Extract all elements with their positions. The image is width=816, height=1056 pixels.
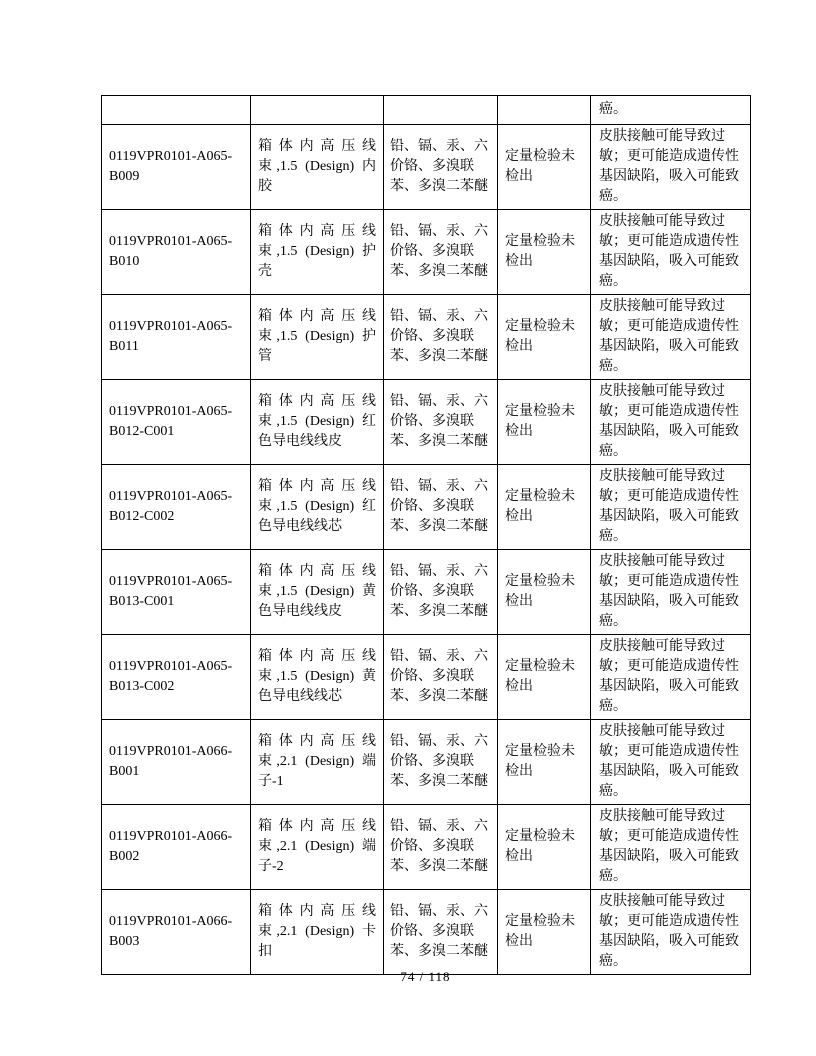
component-cell: 箱体内高压线束,2.1 (Design) 端子-1 bbox=[251, 720, 384, 805]
component-cell bbox=[251, 96, 384, 125]
hazard-cell: 皮肤接触可能导致过敏；更可能造成遗传性基因缺陷，吸入可能致癌。 bbox=[591, 295, 751, 380]
component-cell: 箱体内高压线束,1.5 (Design) 红色导电线线芯 bbox=[251, 465, 384, 550]
substances-cell: 铅、镉、汞、六价铬、多溴联苯、多溴二苯醚 bbox=[384, 380, 498, 465]
component-cell: 箱体内高压线束,1.5 (Design) 黄色导电线线皮 bbox=[251, 550, 384, 635]
hazard-cell: 皮肤接触可能导致过敏；更可能造成遗传性基因缺陷，吸入可能致癌。 bbox=[591, 125, 751, 210]
hazard-cell: 皮肤接触可能导致过敏；更可能造成遗传性基因缺陷，吸入可能致癌。 bbox=[591, 890, 751, 975]
result-cell: 定量检验未检出 bbox=[498, 890, 591, 975]
page-number: 74 / 118 bbox=[400, 969, 451, 984]
component-cell: 箱体内高压线束,2.1 (Design) 卡扣 bbox=[251, 890, 384, 975]
table-sheet bbox=[101, 95, 750, 975]
table-row bbox=[102, 550, 751, 635]
substances-cell: 铅、镉、汞、六价铬、多溴联苯、多溴二苯醚 bbox=[384, 805, 498, 890]
part-number-cell: 0119VPR0101-A066-B002 bbox=[102, 805, 251, 890]
result-cell: 定量检验未检出 bbox=[498, 210, 591, 295]
part-number-cell: 0119VPR0101-A065-B012-C001 bbox=[102, 380, 251, 465]
result-cell bbox=[498, 96, 591, 125]
table-row bbox=[102, 805, 751, 890]
table-row bbox=[102, 125, 751, 210]
part-number-cell: 0119VPR0101-A066-B003 bbox=[102, 890, 251, 975]
hazard-cell: 皮肤接触可能导致过敏；更可能造成遗传性基因缺陷，吸入可能致癌。 bbox=[591, 635, 751, 720]
table-row bbox=[102, 720, 751, 805]
result-cell: 定量检验未检出 bbox=[498, 550, 591, 635]
substances-cell bbox=[384, 96, 498, 125]
part-number-cell: 0119VPR0101-A065-B012-C002 bbox=[102, 465, 251, 550]
substances-cell: 铅、镉、汞、六价铬、多溴联苯、多溴二苯醚 bbox=[384, 890, 498, 975]
result-cell: 定量检验未检出 bbox=[498, 380, 591, 465]
result-cell: 定量检验未检出 bbox=[498, 125, 591, 210]
component-cell: 箱体内高压线束,1.5 (Design) 红色导电线线皮 bbox=[251, 380, 384, 465]
table-row bbox=[102, 465, 751, 550]
part-number-cell: 0119VPR0101-A066-B001 bbox=[102, 720, 251, 805]
table-row bbox=[102, 890, 751, 975]
hazard-cell: 皮肤接触可能导致过敏；更可能造成遗传性基因缺陷，吸入可能致癌。 bbox=[591, 465, 751, 550]
component-cell: 箱体内高压线束,1.5 (Design) 护壳 bbox=[251, 210, 384, 295]
substances-cell: 铅、镉、汞、六价铬、多溴联苯、多溴二苯醚 bbox=[384, 210, 498, 295]
hazard-cell: 癌。 bbox=[591, 96, 751, 125]
result-cell: 定量检验未检出 bbox=[498, 295, 591, 380]
part-number-cell: 0119VPR0101-A065-B013-C001 bbox=[102, 550, 251, 635]
table-row bbox=[102, 380, 751, 465]
part-number-cell bbox=[102, 96, 251, 125]
hazard-cell: 皮肤接触可能导致过敏；更可能造成遗传性基因缺陷，吸入可能致癌。 bbox=[591, 210, 751, 295]
substances-cell: 铅、镉、汞、六价铬、多溴联苯、多溴二苯醚 bbox=[384, 295, 498, 380]
part-number-cell: 0119VPR0101-A065-B013-C002 bbox=[102, 635, 251, 720]
hazard-cell: 皮肤接触可能导致过敏；更可能造成遗传性基因缺陷，吸入可能致癌。 bbox=[591, 805, 751, 890]
hazard-cell: 皮肤接触可能导致过敏；更可能造成遗传性基因缺陷，吸入可能致癌。 bbox=[591, 720, 751, 805]
substances-cell: 铅、镉、汞、六价铬、多溴联苯、多溴二苯醚 bbox=[384, 125, 498, 210]
table-row-continuation bbox=[102, 96, 751, 125]
component-cell: 箱体内高压线束,1.5 (Design) 护管 bbox=[251, 295, 384, 380]
component-cell: 箱体内高压线束,1.5 (Design) 内胶 bbox=[251, 125, 384, 210]
part-number-cell: 0119VPR0101-A065-B010 bbox=[102, 210, 251, 295]
result-cell: 定量检验未检出 bbox=[498, 805, 591, 890]
substances-cell: 铅、镉、汞、六价铬、多溴联苯、多溴二苯醚 bbox=[384, 465, 498, 550]
part-number-cell: 0119VPR0101-A065-B009 bbox=[102, 125, 251, 210]
hazard-cell: 皮肤接触可能导致过敏；更可能造成遗传性基因缺陷，吸入可能致癌。 bbox=[591, 550, 751, 635]
result-cell: 定量检验未检出 bbox=[498, 635, 591, 720]
substances-cell: 铅、镉、汞、六价铬、多溴联苯、多溴二苯醚 bbox=[384, 550, 498, 635]
hazard-cell: 皮肤接触可能导致过敏；更可能造成遗传性基因缺陷，吸入可能致癌。 bbox=[591, 380, 751, 465]
table-row bbox=[102, 295, 751, 380]
substances-cell: 铅、镉、汞、六价铬、多溴联苯、多溴二苯醚 bbox=[384, 635, 498, 720]
result-cell: 定量检验未检出 bbox=[498, 720, 591, 805]
result-cell: 定量检验未检出 bbox=[498, 465, 591, 550]
table-row bbox=[102, 210, 751, 295]
substance-test-table bbox=[101, 95, 751, 975]
part-number-cell: 0119VPR0101-A065-B011 bbox=[102, 295, 251, 380]
component-cell: 箱体内高压线束,2.1 (Design) 端子-2 bbox=[251, 805, 384, 890]
substances-cell: 铅、镉、汞、六价铬、多溴联苯、多溴二苯醚 bbox=[384, 720, 498, 805]
table-row bbox=[102, 635, 751, 720]
component-cell: 箱体内高压线束,1.5 (Design) 黄色导电线线芯 bbox=[251, 635, 384, 720]
